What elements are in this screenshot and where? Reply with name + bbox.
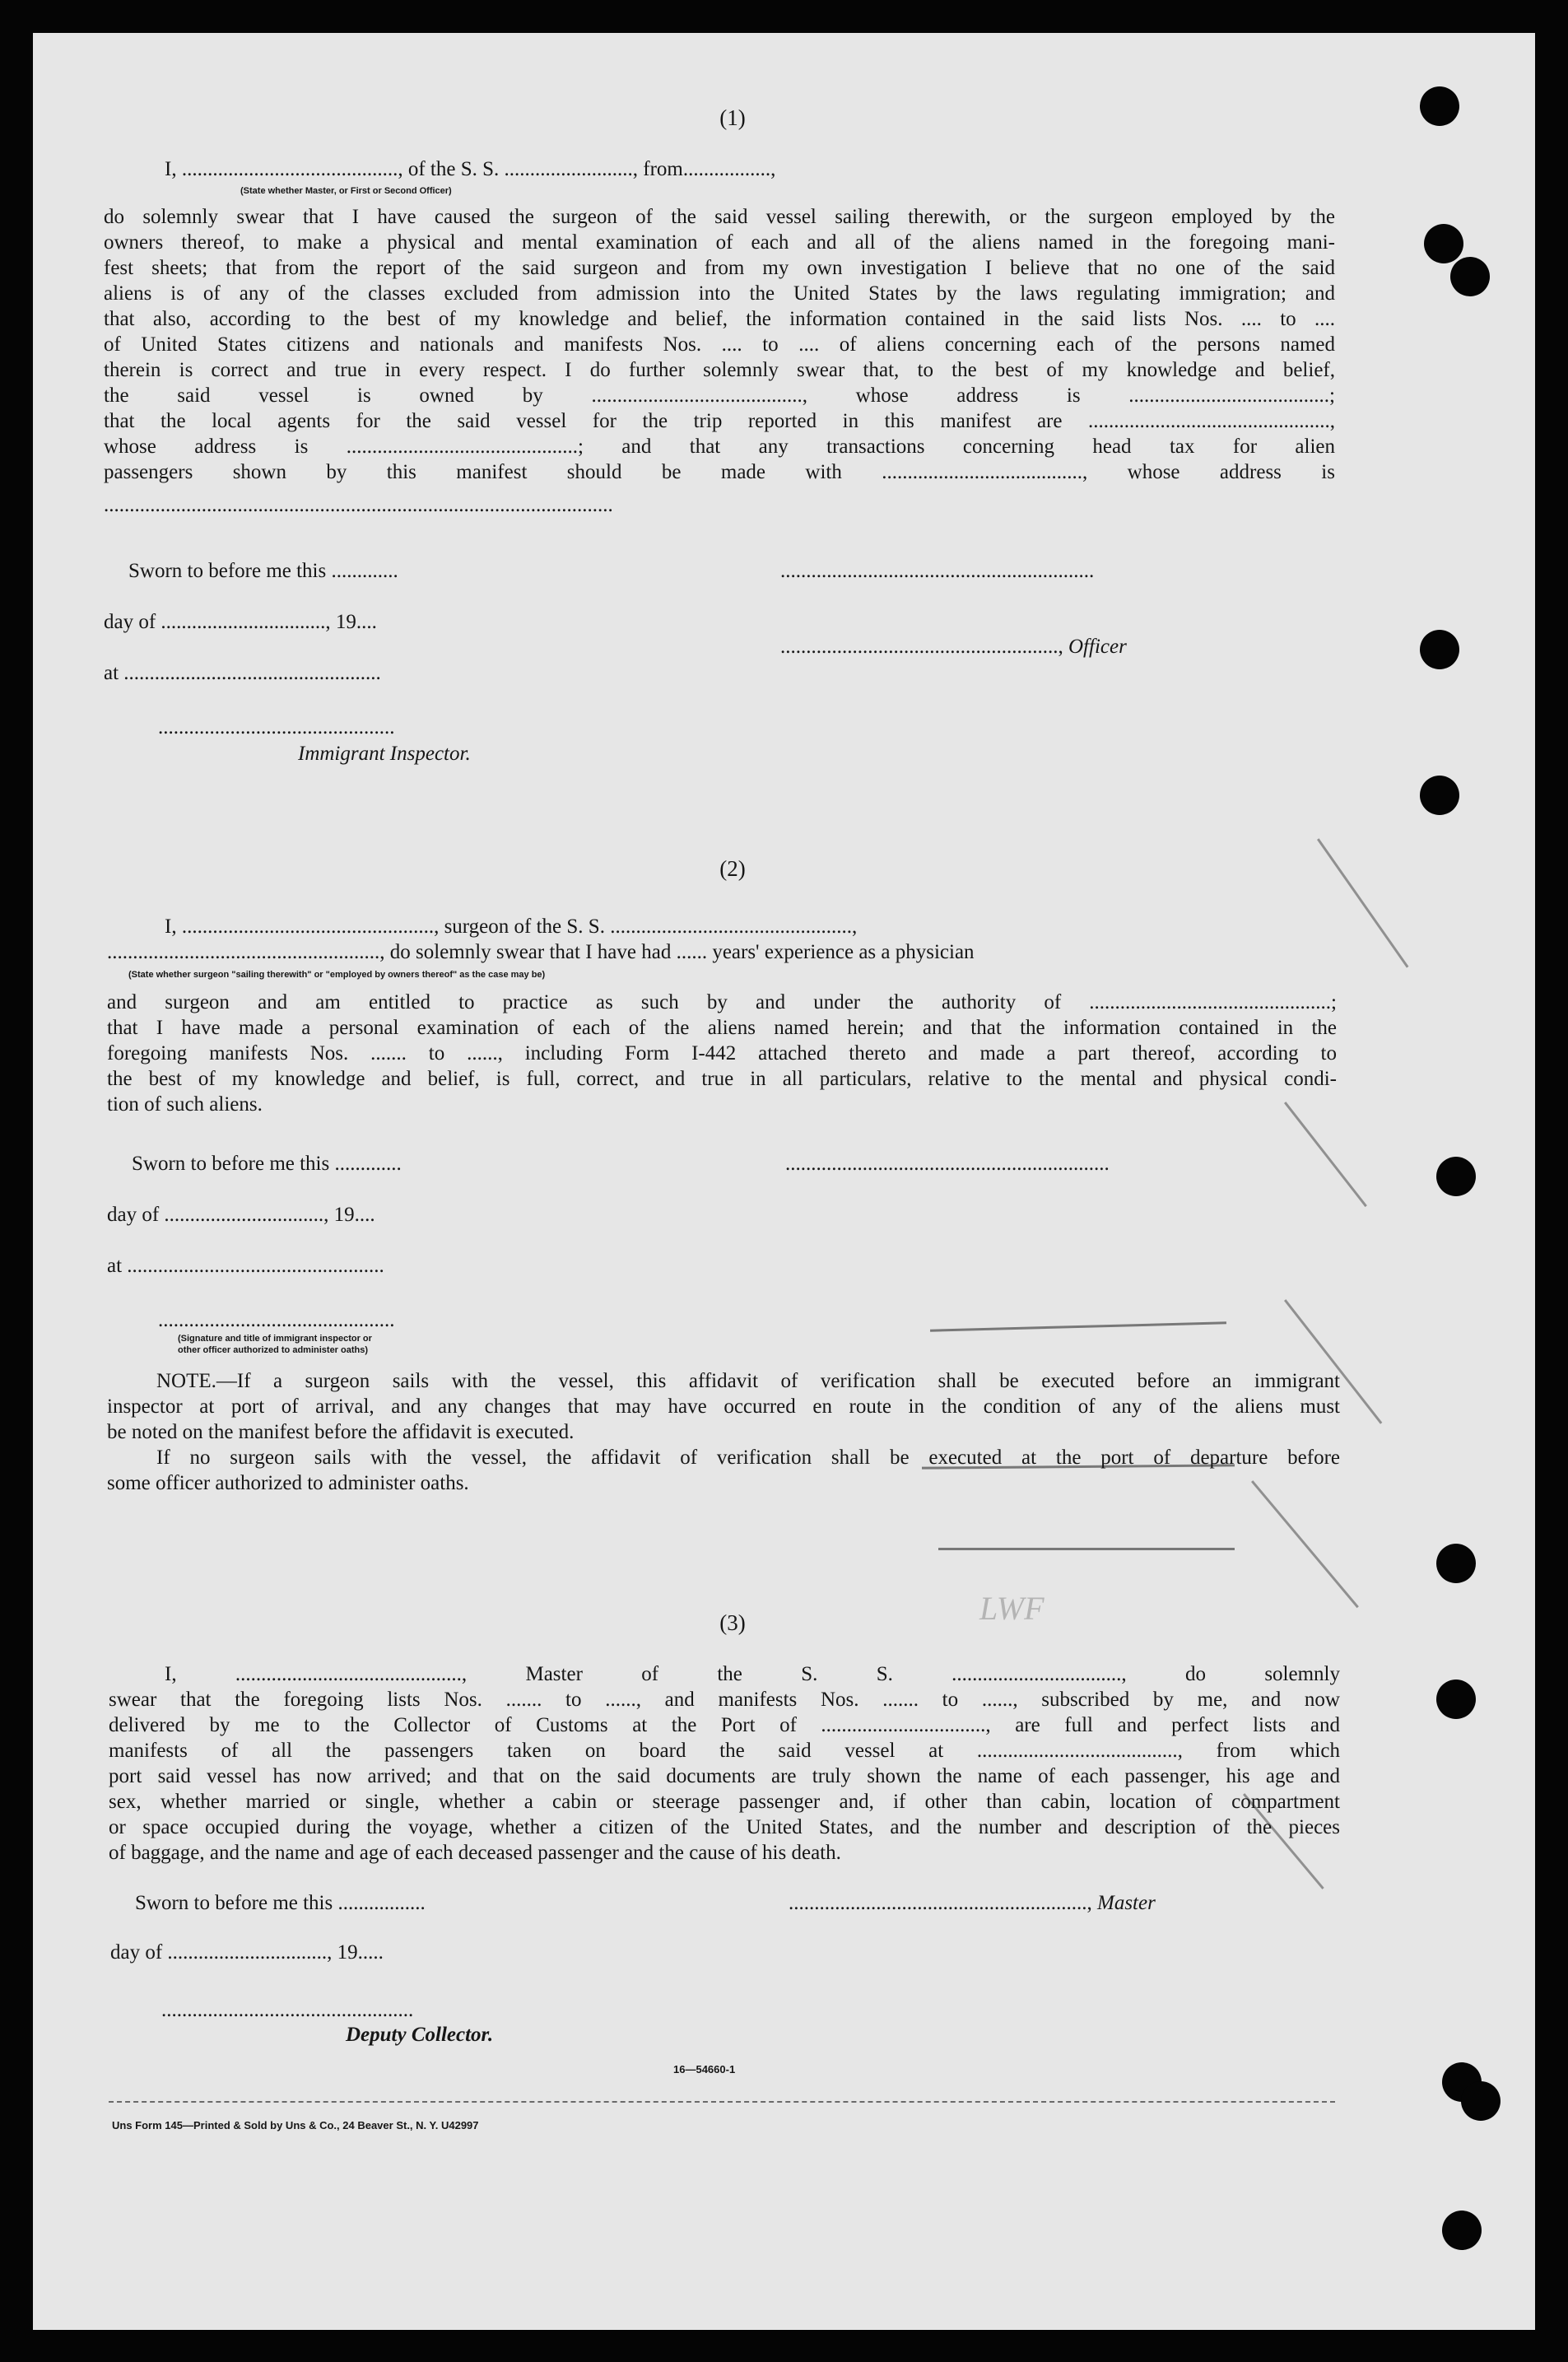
section-3-paragraph [109, 1661, 1340, 1866]
printer-line: Uns Form 145—Printed & Sold by Uns & Co., 24 Beaver St., N. Y. U42997 [112, 2119, 479, 2131]
section-1-at: at .................................................. [104, 662, 381, 684]
section-3-sworn: Sworn to before me this ................. [135, 1892, 426, 1914]
section-1-para-line: owners thereof, to make a physical and mental examination of each and all of the aliens named in the foregoing mani- [104, 231, 1335, 254]
section-1-signature-line: ............................................................. [780, 560, 1095, 582]
section-1-para-line: passengers shown by this manifest should be made with ......................................., whose address is [104, 461, 1335, 483]
section-2-line1: I, ................................................., surgeon of the S. S. ..............................................., [165, 915, 858, 938]
section-1-day: day of ................................, 19.... [104, 611, 377, 633]
binder-hole [1461, 2081, 1501, 2121]
section-3-para-line: sex, whether married or single, whether a cabin or steerage passenger and, if other than cabin, location of compartment [109, 1791, 1340, 1813]
section-1-para-line: of United States citizens and nationals and manifests Nos. .... to .... of aliens concerning each of the persons named [104, 333, 1335, 356]
binder-hole [1420, 630, 1459, 669]
section-1-para-line: that also, according to the best of my knowledge and belief, the information contained in the said lists Nos. .... to .... [104, 308, 1335, 330]
section-3-collector-line: ................................................. [161, 1999, 414, 2021]
section-1-note: (State whether Master, or First or Second Officer) [240, 186, 452, 196]
footer-rule [109, 2101, 1335, 2103]
section-3-para-line: or space occupied during the voyage, whether a citizen of the United States, and the number and description of the pieces [109, 1816, 1340, 1838]
section-2-para-last: tion of such aliens. [107, 1093, 263, 1116]
note-line: NOTE.—If a surgeon sails with the vessel, this affidavit of verification shall be executed before an immigrant [156, 1370, 1340, 1392]
section-2-note: (State whether surgeon "sailing therewith" or "employed by owners thereof" as the case may be) [128, 970, 546, 980]
binder-hole [1436, 1157, 1476, 1196]
note2-line-last: some officer authorized to administer oaths. [107, 1472, 469, 1494]
section-2-signature-line: ............................................................... [785, 1153, 1110, 1175]
section-2-sig-note2: other officer authorized to administer oaths) [178, 1345, 369, 1355]
section-3-para-line: swear that the foregoing lists Nos. ....... to ......, and manifests Nos. ....... to ......, subscribed by me, and now [109, 1689, 1340, 1711]
binder-hole [1436, 1544, 1476, 1583]
officer-dots: ......................................................, [780, 636, 1068, 658]
section-3-para-line: manifests of all the passengers taken on board the said vessel at ......................................., from which [109, 1740, 1340, 1762]
scan-streak [1284, 1102, 1367, 1207]
section-2-at: at .................................................. [107, 1255, 384, 1277]
note-line-last: be noted on the manifest before the affidavit is executed. [107, 1421, 575, 1443]
pen-stroke [938, 1548, 1235, 1550]
note-line: inspector at port of arrival, and any changes that may have occurred en route in the condition of any of the aliens must [107, 1395, 1340, 1418]
form-page [33, 33, 1535, 2330]
binder-hole [1450, 257, 1490, 296]
section-2-line2: ....................................................., do solemnly swear that I have had ...... years' experience as a physician [107, 941, 975, 963]
section-2-para-line: foregoing manifests Nos. ....... to ......, including Form I-442 attached thereto and made a part thereof, according to [107, 1042, 1337, 1065]
section-3-collector-label: Deputy Collector. [346, 2024, 494, 2046]
section-1-para-line: that the local agents for the said vessel for the trip reported in this manifest are ..............................................., [104, 410, 1335, 432]
section-2-sworn: Sworn to before me this ............. [132, 1153, 402, 1175]
section-1-number: (1) [719, 105, 746, 130]
binder-hole [1424, 224, 1463, 263]
section-2-number: (2) [719, 856, 746, 881]
binder-hole [1442, 2211, 1482, 2250]
section-3-para-line: I, ............................................, Master of the S. S. ................................., do solemnly [165, 1663, 1340, 1685]
section-1-para-line: whose address is .............................................; and that any transactions concerning head tax for alien [104, 436, 1335, 458]
section-1-para-line: aliens is of any of the classes excluded from admission into the United States by the laws regulating immigration; and [104, 282, 1335, 305]
section-2-para-line: that I have made a personal examination of each of the aliens named herein; and that the information contained in the [107, 1017, 1337, 1039]
section-1-paragraph [104, 204, 1335, 485]
handwritten-mark: LWF [979, 1590, 1045, 1627]
note2-line: If no surgeon sails with the vessel, the affidavit of verification shall be executed at the port of departure before [156, 1447, 1340, 1469]
master-dots: .........................................................., [789, 1892, 1097, 1914]
section-3-para-line: port said vessel has now arrived; and that on the said documents are truly shown the name of each passenger, his age and [109, 1765, 1340, 1787]
section-3-master-line [789, 1892, 1156, 1915]
section-1-para-line: do solemnly swear that I have caused the surgeon of the said vessel sailing therewith, or the surgeon employed by the [104, 206, 1335, 228]
section-2-para-line: the best of my knowledge and belief, is full, correct, and true in all particulars, relative to the mental and physical condi- [107, 1068, 1337, 1090]
officer-label: Officer [1068, 636, 1127, 658]
section-3-number: (3) [719, 1610, 746, 1635]
section-1-dots-line: ................................................................................................... [104, 494, 613, 516]
section-1-inspector-label: Immigrant Inspector. [298, 743, 471, 765]
binder-hole [1420, 776, 1459, 815]
scan-streak [1317, 838, 1408, 967]
section-3-day: day of ..............................., 19..... [110, 1941, 384, 1964]
section-1-officer-line [780, 636, 1127, 659]
section-1-para-line: the said vessel is owned by ........................................., whose address is .......................................; [104, 384, 1335, 407]
section-3-para-last: of baggage, and the name and age of each deceased passenger and the cause of his death. [109, 1842, 841, 1864]
master-label: Master [1097, 1892, 1156, 1914]
section-1-sworn: Sworn to before me this ............. [128, 560, 398, 582]
binder-hole [1436, 1679, 1476, 1719]
section-2-sig-note1: (Signature and title of immigrant inspector or [178, 1334, 372, 1344]
section-2-paragraph [107, 990, 1337, 1117]
section-2-note-paragraph [107, 1368, 1340, 1496]
binder-hole [1420, 86, 1459, 126]
section-2-sig-dots: .............................................. [158, 1309, 395, 1331]
section-2-day: day of ..............................., 19.... [107, 1204, 375, 1226]
section-1-inspector-line: .............................................. [158, 716, 395, 738]
section-2-para-line: and surgeon and am entitled to practice as such by and under the authority of ...............................................; [107, 991, 1337, 1013]
form-code: 16—54660-1 [673, 2063, 736, 2075]
scan-streak [1251, 1480, 1359, 1608]
section-3-para-line: delivered by me to the Collector of Customs at the Port of ................................, are full and perfect lists and [109, 1714, 1340, 1736]
section-1-para-line: fest sheets; that from the report of the said surgeon and from my own investigation I believe that no one of the said [104, 257, 1335, 279]
section-1-line1: I, .........................................., of the S. S. ........................., from................., [165, 158, 776, 180]
section-1-para-line: therein is correct and true in every respect. I do further solemnly swear that, to the best of my knowledge and belief, [104, 359, 1335, 381]
